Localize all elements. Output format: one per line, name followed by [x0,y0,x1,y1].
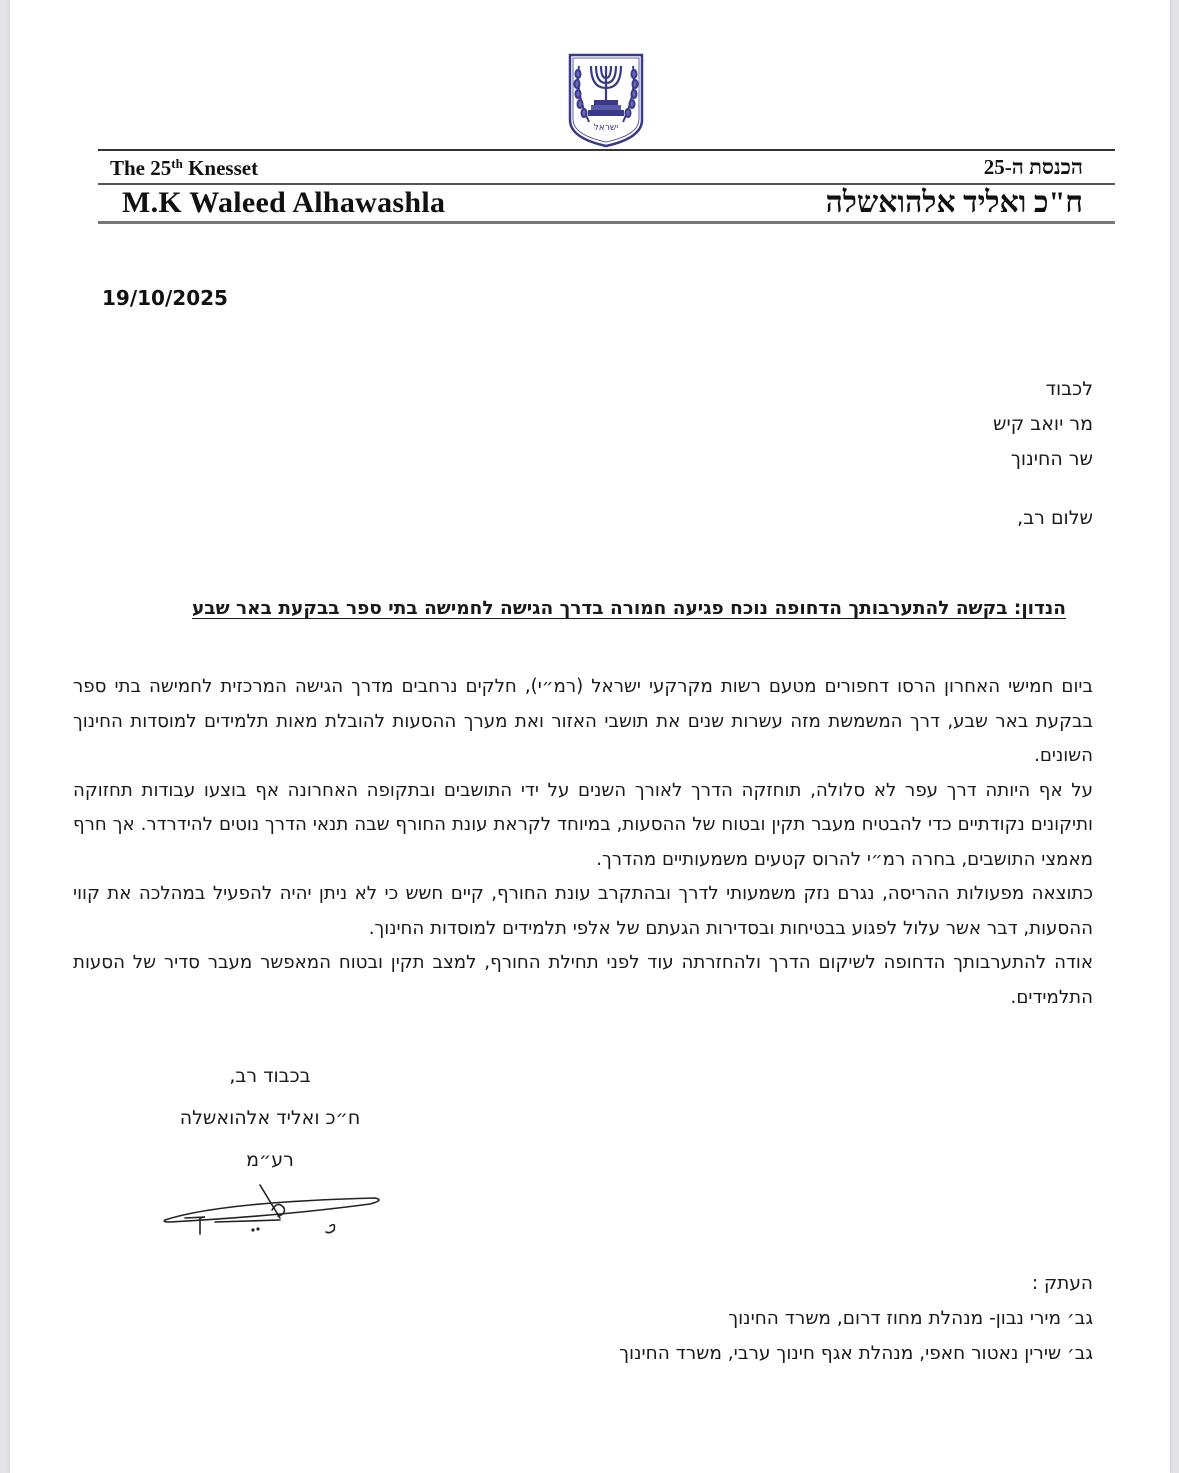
knesset-he-label: הכנסת ה-25 [983,155,1083,179]
member-he-name: ח"כ ואליד אלהואשלה [825,186,1083,219]
subject-line: הנדון: בקשה להתערבותך הדחופה נוכח פגיעה חמורה בדרך הגישה לחמישה בתי ספר בבקעת באר שבע [191,598,1066,619]
closing-block [155,1055,385,1181]
body-paragraph: ביום חמישי האחרון הרסו דחפורים מטעם רשות מקרקעי ישראל (רמ״י), חלקים נרחבים מדרך הגישה המרכזית לחמישה בתי ספר בבקעת באר שבע, דרך המשמשת מזה עשרות שנים את תושבי האזור ואת מערך ההסעות להובלת מאות תלמידים למוסדות החינוך השונים. [73,676,1093,766]
header-rule-bottom [98,221,1115,224]
member-en-name: M.K Waleed Alhawashla [122,186,446,219]
letter-date: 19/10/2025 [102,286,228,310]
cc-label: העתק : [1031,1273,1093,1294]
knesset-en-word: Knesset [188,156,259,180]
addressee-title: שר החינוך [1010,448,1093,470]
cc-block [619,1266,1093,1371]
header-rule-middle [98,183,1115,185]
addressee-name: מר יואב קיש [992,413,1093,435]
closing-regards: בכבוד רב, [229,1065,311,1087]
closing-name: ח״כ ואליד אלהואשלה [179,1107,361,1129]
knesset-en-prefix: The 25 [110,156,172,180]
knesset-en-label [110,156,258,181]
body-paragraph: על אף היותה דרך עפר לא סלולה, תוחזקה הדרך לאורך השנים על ידי התושבים ובתקופה האחרונה אף בוצעו עבודות תחזוקה ותיקונים נקודתיים כדי להבטיח מעבר תקין ובטוח של ההסעות, במיוחד לקראת עונת החורף שבה תנאי הדרך נוטים להידרדר. אך חרף מאמצי התושבים, בחרה רמ״י להרוס קטעים משמעותיים מהדרך. [73,779,1093,870]
cc-recipient: גב׳ שירין נאטור חאפי, מנהלת אגף חינוך ערבי, משרד החינוך [619,1343,1093,1364]
closing-party: רע״מ [246,1149,294,1171]
svg-text:ישראל: ישראל [593,123,619,133]
knesset-en-suffix: th [171,156,183,171]
body-paragraph: אודה להתערבותך הדחופה לשיקום הדרך ולהחזרתה עוד לפני תחילת החורף, למצב תקין ובטוח המאפשר מעבר סדיר של הסעות התלמידים. [73,952,1093,1008]
menorah-emblem-icon [567,52,645,148]
addressee-block [993,372,1093,477]
letter-body [73,670,1093,1015]
addressee-salutation: לכבוד [1045,378,1093,400]
handwritten-signature-icon [160,1180,390,1250]
header-rule-top [98,149,1115,151]
letter-page [10,0,1170,1473]
body-paragraph: כתוצאה מפעולות ההריסה, נגרם נזק משמעותי לדרך ובהתקרב עונת החורף, קיים חשש כי לא ניתן יהיה להפעיל במהלכה את קווי ההסעות, דבר אשר עלול לפגוע בבטיחות ובסדירות הגעתם של אלפי תלמידים למוסדות החינוך. [73,883,1093,939]
greeting: שלום רב, [1017,507,1093,529]
cc-recipient: גב׳ מירי נבון- מנהלת מחוז דרום, משרד החינוך [728,1308,1093,1329]
